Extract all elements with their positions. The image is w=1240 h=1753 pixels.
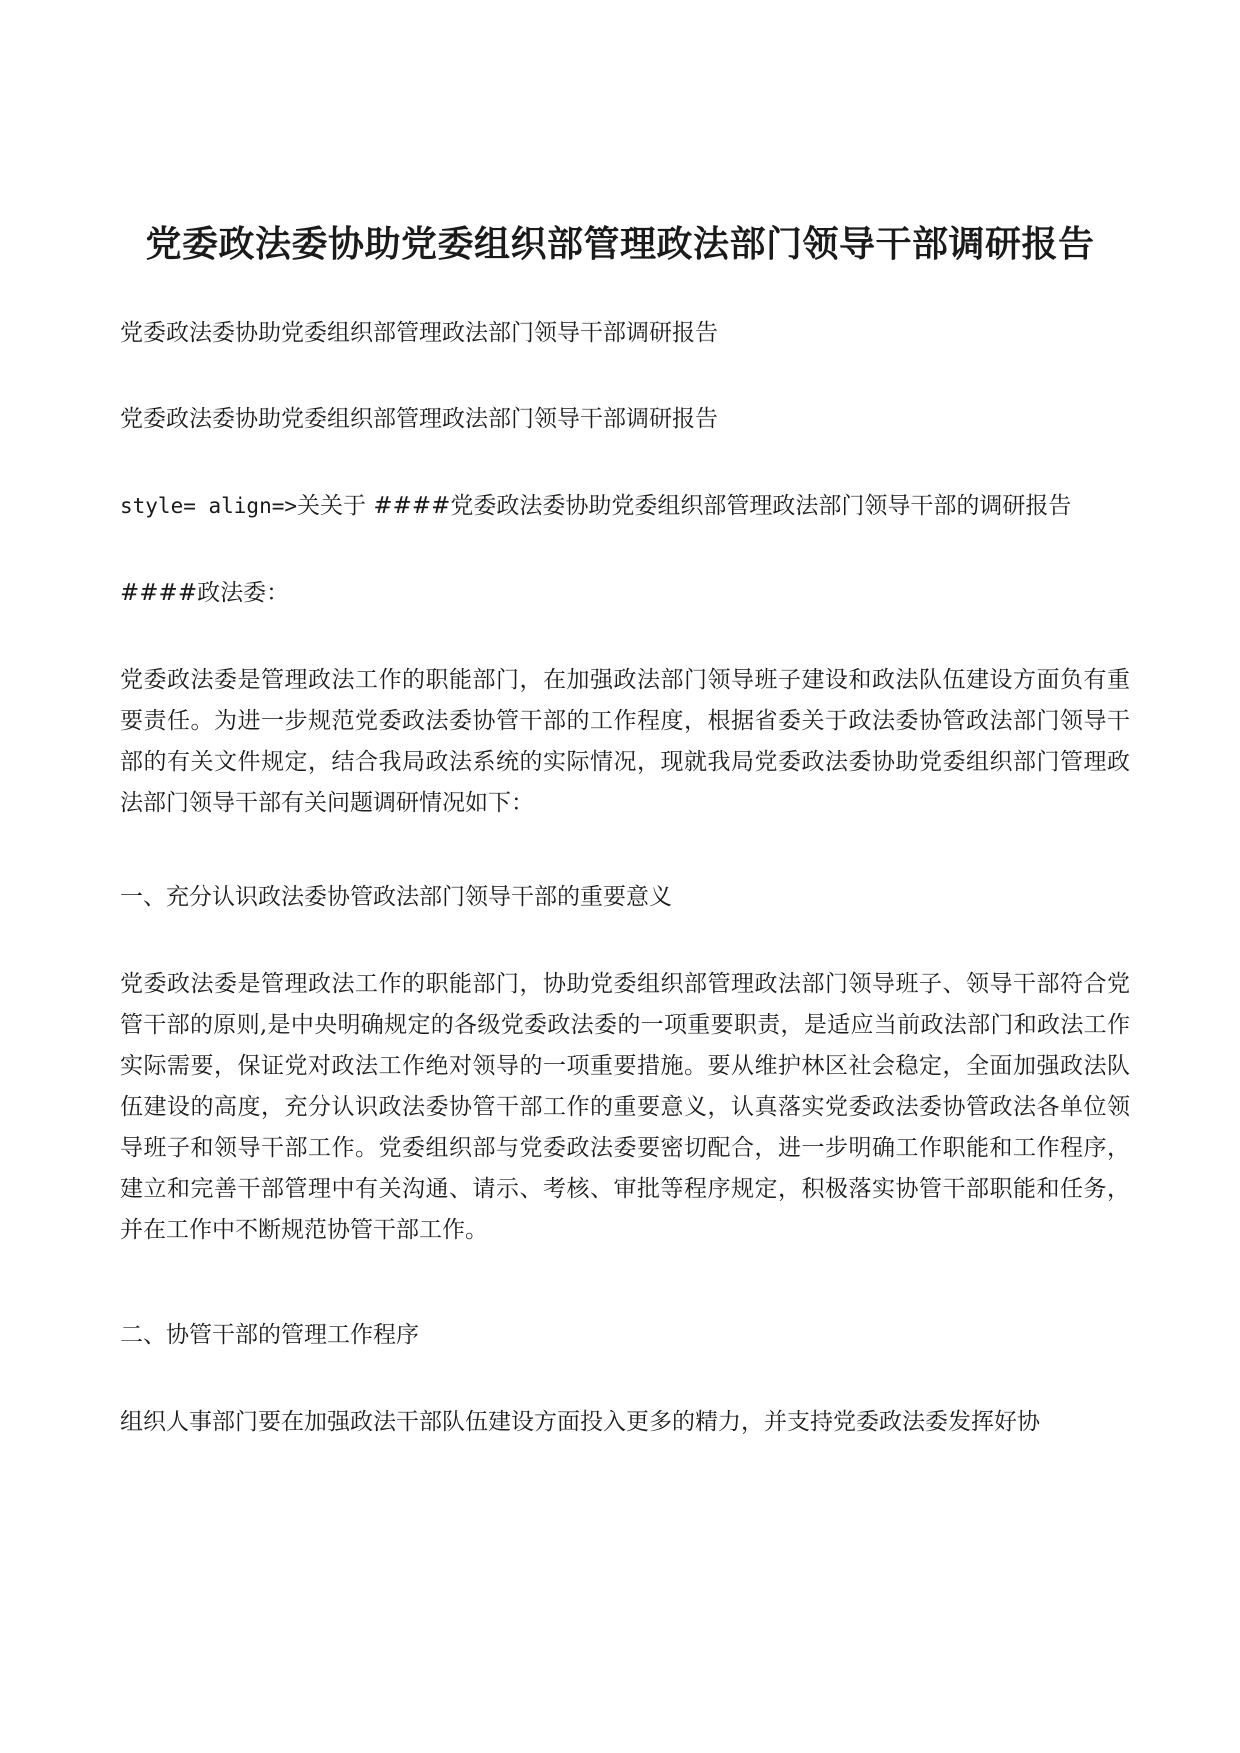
style-line-text: 关关于 ####党委政法委协助党委组织部管理政法部门领导干部的调研报告 bbox=[297, 493, 1072, 519]
section-heading-1: 一、充分认识政法委协管政法部门领导干部的重要意义 bbox=[120, 884, 672, 910]
style-line bbox=[120, 491, 1130, 521]
intro-paragraph: 党委政法委是管理政法工作的职能部门，在加强政法部门领导班子建设和政法队伍建设方面负有重要责任。为进一步规范党委政法委协管干部的工作程度，根据省委关于政法委协管政法部门领导干部的有关文件规定，结合我局政法系统的实际情况，现就我局党委政法委协助党委组织部门管理政法部门领导干部有关问题调研情况如下： bbox=[120, 667, 1130, 816]
section-heading-2: 二、协管干部的管理工作程序 bbox=[120, 1322, 419, 1348]
subtitle-line-2: 党委政法委协助党委组织部管理政法部门领导干部调研报告 bbox=[120, 406, 718, 432]
document-title: 党委政法委协助党委组织部管理政法部门领导干部调研报告 bbox=[145, 223, 1095, 265]
section-1-paragraph: 党委政法委是管理政法工作的职能部门，协助党委组织部管理政法部门领导班子、领导干部符合党管干部的原则,是中央明确规定的各级党委政法委的一项重要职责，是适应当前政法部门和政法工作实际需要，保证党对政法工作绝对领导的一项重要措施。要从维护林区社会稳定，全面加强政法队伍建设的高度，充分认识政法委协管干部工作的重要意义，认真落实党委政法委协管政法各单位领导班子和领导干部工作。党委组织部与党委政法委要密切配合，进一步明确工作职能和工作程序，建立和完善干部管理中有关沟通、请示、考核、审批等程序规定，积极落实协管干部职能和任务，并在工作中不断规范协管干部工作。 bbox=[120, 971, 1130, 1243]
section-2-paragraph: 组织人事部门要在加强政法干部队伍建设方面投入更多的精力，并支持党委政法委发挥好协 bbox=[120, 1409, 1040, 1435]
style-line-prefix: style= align=> bbox=[120, 494, 298, 518]
addressee-line: ####政法委： bbox=[120, 580, 290, 606]
subtitle-line-1: 党委政法委协助党委组织部管理政法部门领导干部调研报告 bbox=[120, 320, 718, 346]
